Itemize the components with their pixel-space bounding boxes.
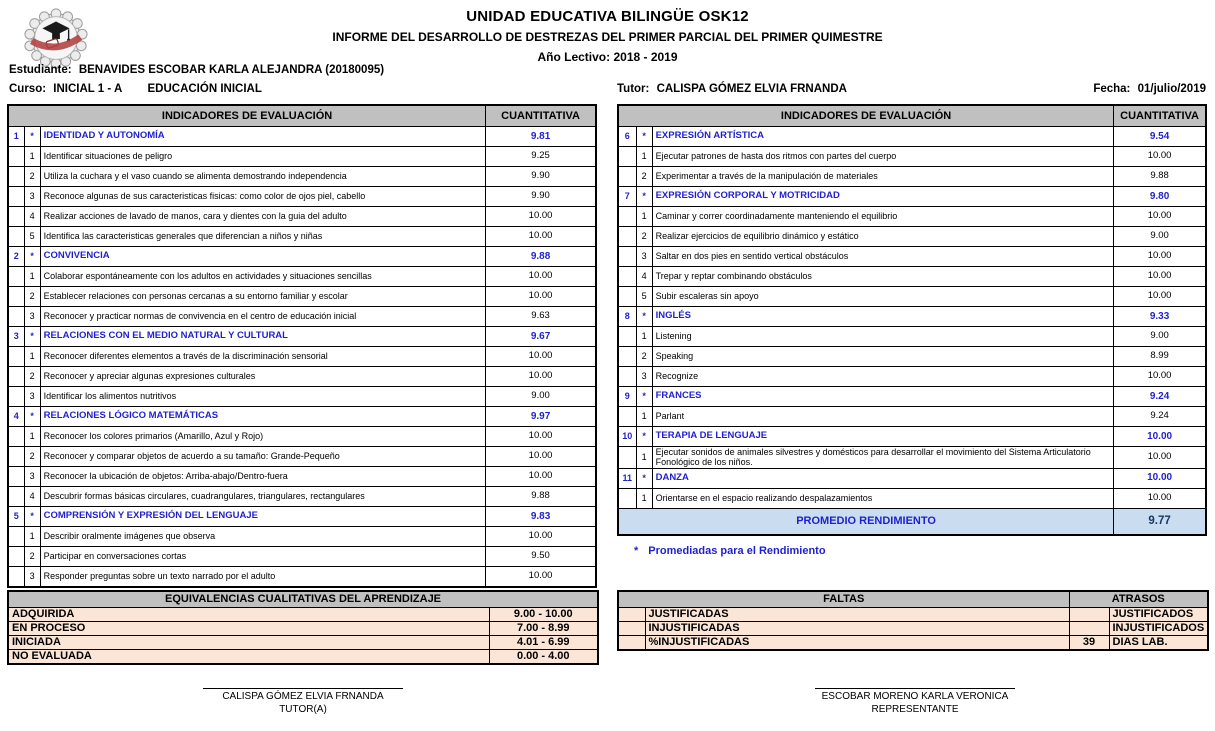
equivalencia-row: [8, 650, 598, 665]
section-score: 9.81: [486, 127, 596, 147]
empty-cell: [618, 447, 636, 469]
left-column: [7, 104, 597, 588]
section-title: COMPRENSIÓN Y EXPRESIÓN DEL LENGUAJE: [40, 507, 486, 527]
item-score: 10.00: [1114, 488, 1206, 508]
empty-cell: [618, 327, 636, 347]
empty-cell: [618, 247, 636, 267]
signature-representative: [755, 688, 1075, 715]
item-number: 2: [636, 167, 652, 187]
item-text: Utiliza la cuchara y el vaso cuando se alimenta demostrando independencia: [40, 167, 486, 187]
item-number: 3: [24, 387, 40, 407]
item-text: Parlant: [652, 407, 1114, 427]
item-score: 10.00: [486, 427, 596, 447]
section-number: 10: [618, 427, 636, 447]
faltas-label: INJUSTIFICADAS: [645, 622, 1069, 636]
faltas-atrasos-row: [618, 622, 1208, 636]
right-column: [617, 104, 1207, 557]
item-score: 10.00: [486, 287, 596, 307]
section-star: *: [24, 507, 40, 527]
item-score: 10.00: [1114, 287, 1206, 307]
item-text: Colaborar espontáneamente con los adultos en actividades y situaciones sencillas: [40, 267, 486, 287]
item-text: Speaking: [652, 347, 1114, 367]
signature-line: [815, 688, 1015, 689]
item-score: 10.00: [486, 347, 596, 367]
empty-cell: [8, 387, 24, 407]
faltas-label: %INJUSTIFICADAS: [645, 636, 1069, 651]
item-number: 2: [24, 167, 40, 187]
student-line: [9, 64, 384, 76]
item-score: 9.90: [486, 167, 596, 187]
indicator-row: [618, 367, 1206, 387]
promedio-score: 9.77: [1114, 508, 1206, 535]
item-score: 10.00: [1114, 207, 1206, 227]
empty-cell: [618, 488, 636, 508]
item-number: 2: [24, 447, 40, 467]
section-star: *: [636, 387, 652, 407]
equivalencia-range: 7.00 - 8.99: [489, 622, 598, 636]
report-title: INFORME DEL DESARROLLO DE DESTREZAS DEL PRIMER PARCIAL DEL PRIMER QUIMESTRE: [332, 30, 883, 44]
faltas-atrasos-block: [617, 590, 1209, 651]
indicator-row: [8, 187, 596, 207]
equivalencia-label: ADQUIRIDA: [8, 608, 489, 622]
item-number: 3: [24, 467, 40, 487]
item-text: Orientarse en el espacio realizando despalazamientos: [652, 488, 1114, 508]
item-number: 1: [636, 488, 652, 508]
score-header: CUANTITATIVA: [486, 105, 596, 127]
section-number: 6: [618, 127, 636, 147]
item-score: 9.00: [1114, 327, 1206, 347]
faltas-atrasos-row: [618, 636, 1208, 651]
indicator-row: [618, 488, 1206, 508]
item-number: 2: [24, 287, 40, 307]
section-row: [618, 127, 1206, 147]
indicator-row: [618, 347, 1206, 367]
item-text: Recognize: [652, 367, 1114, 387]
section-score: 10.00: [1114, 468, 1206, 488]
empty-cell: [618, 287, 636, 307]
equivalencia-row: [8, 636, 598, 650]
item-number: 3: [24, 567, 40, 588]
item-text: Realizar acciones de lavado de manos, cara y dientes con la guia del adulto: [40, 207, 486, 227]
equivalencias-block: [7, 590, 599, 665]
item-score: 10.00: [486, 267, 596, 287]
footnote-star: *: [634, 544, 639, 557]
atrasos-value: 39: [1069, 636, 1109, 651]
item-text: Reconocer y comparar objetos de acuerdo a su tamaño: Grande-Pequeño: [40, 447, 486, 467]
item-number: 3: [636, 247, 652, 267]
item-score: 9.00: [1114, 227, 1206, 247]
indicator-row: [618, 447, 1206, 469]
item-number: 1: [24, 267, 40, 287]
promedio-row: [618, 508, 1206, 535]
section-title: CONVIVENCIA: [40, 247, 486, 267]
item-score: 10.00: [486, 227, 596, 247]
section-title: TERAPIA DE LENGUAJE: [652, 427, 1114, 447]
item-score: 10.00: [1114, 147, 1206, 167]
section-score: 9.24: [1114, 387, 1206, 407]
item-number: 1: [636, 407, 652, 427]
course-line: [9, 83, 262, 95]
section-number: 2: [8, 247, 24, 267]
faltas-atrasos-table: [617, 590, 1209, 651]
empty-cell: [618, 367, 636, 387]
item-score: 9.50: [486, 547, 596, 567]
section-title: RELACIONES LÓGICO MATEMÁTICAS: [40, 407, 486, 427]
indicator-row: [618, 147, 1206, 167]
item-text: Reconocer y apreciar algunas expresiones culturales: [40, 367, 486, 387]
empty-cell: [618, 347, 636, 367]
section-score: 9.54: [1114, 127, 1206, 147]
table-header-row: [618, 591, 1208, 608]
section-title: DANZA: [652, 468, 1114, 488]
indicator-row: [8, 147, 596, 167]
indicators-table-right: [617, 104, 1207, 536]
item-score: 8.99: [1114, 347, 1206, 367]
item-number: 1: [24, 527, 40, 547]
section-row: [618, 427, 1206, 447]
footnote-text: Promediadas para el Rendimiento: [648, 544, 826, 557]
empty-cell: [8, 547, 24, 567]
student-label: Estudiante:: [9, 64, 72, 76]
item-score: 9.90: [486, 187, 596, 207]
empty-cell: [8, 187, 24, 207]
item-number: 1: [24, 427, 40, 447]
item-text: Descubrir formas básicas circulares, cuadrangulares, triangulares, rectangulares: [40, 487, 486, 507]
section-row: [8, 247, 596, 267]
section-star: *: [636, 307, 652, 327]
report-header: [0, 8, 1215, 64]
equivalencias-title: EQUIVALENCIAS CUALITATIVAS DEL APRENDIZAJE: [8, 591, 598, 608]
date-line: [1093, 83, 1206, 95]
indicator-row: [8, 487, 596, 507]
section-star: *: [24, 247, 40, 267]
empty-cell: [618, 227, 636, 247]
indicators-table-left: [7, 104, 597, 588]
item-number: 4: [24, 207, 40, 227]
item-score: 10.00: [1114, 367, 1206, 387]
section-score: 10.00: [1114, 427, 1206, 447]
section-title: EXPRESIÓN CORPORAL Y MOTRICIDAD: [652, 187, 1114, 207]
section-row: [618, 387, 1206, 407]
indicator-row: [8, 567, 596, 588]
empty-cell: [618, 207, 636, 227]
empty-cell: [618, 167, 636, 187]
section-title: FRANCES: [652, 387, 1114, 407]
section-title: RELACIONES CON EL MEDIO NATURAL Y CULTURAL: [40, 327, 486, 347]
section-title: IDENTIDAD Y AUTONOMÍA: [40, 127, 486, 147]
section-score: 9.83: [486, 507, 596, 527]
item-score: 9.88: [486, 487, 596, 507]
indicator-row: [618, 207, 1206, 227]
indicator-row: [618, 407, 1206, 427]
indicator-row: [8, 447, 596, 467]
section-number: 8: [618, 307, 636, 327]
item-text: Responder preguntas sobre un texto narrado por el adulto: [40, 567, 486, 588]
section-row: [8, 327, 596, 347]
promedio-label: PROMEDIO RENDIMIENTO: [618, 508, 1114, 535]
item-text: Ejecutar sonidos de animales silvestres y domésticos para desarrollar el movimiento del Sistema Articulatorio Fonológico de los niños.: [652, 447, 1114, 469]
section-number: 5: [8, 507, 24, 527]
item-number: 1: [636, 447, 652, 469]
item-text: Realizar ejercicios de equilibrio dinámico y estático: [652, 227, 1114, 247]
course-value: INICIAL 1 - A: [53, 83, 123, 95]
section-row: [8, 507, 596, 527]
section-number: 4: [8, 407, 24, 427]
section-row: [8, 127, 596, 147]
section-score: 9.97: [486, 407, 596, 427]
tutor-line: [617, 83, 847, 95]
section-number: 3: [8, 327, 24, 347]
score-header: CUANTITATIVA: [1114, 105, 1206, 127]
indicator-row: [8, 167, 596, 187]
section-star: *: [636, 187, 652, 207]
indicator-row: [618, 267, 1206, 287]
item-score: 9.25: [486, 147, 596, 167]
table-header-row: [618, 105, 1206, 127]
empty-cell: [8, 167, 24, 187]
item-text: Trepar y reptar combinando obstáculos: [652, 267, 1114, 287]
empty-cell: [8, 447, 24, 467]
equivalencia-label: INICIADA: [8, 636, 489, 650]
signature-name: CALISPA GÓMEZ ELVIA FRNANDA: [222, 691, 384, 702]
empty-cell: [8, 147, 24, 167]
equivalencias-table: [7, 590, 599, 665]
indicator-row: [8, 227, 596, 247]
indicator-row: [8, 387, 596, 407]
date-label: Fecha:: [1093, 83, 1131, 95]
indicator-row: [8, 467, 596, 487]
empty-cell: [618, 267, 636, 287]
indicator-row: [8, 307, 596, 327]
empty-cell: [8, 287, 24, 307]
indicator-row: [8, 207, 596, 227]
section-star: *: [636, 127, 652, 147]
item-number: 2: [636, 227, 652, 247]
indicator-row: [618, 167, 1206, 187]
empty-cell: [8, 347, 24, 367]
student-value: BENAVIDES ESCOBAR KARLA ALEJANDRA (20180095): [78, 64, 385, 76]
item-text: Reconocer los colores primarios (Amarillo, Azul y Rojo): [40, 427, 486, 447]
indicator-row: [8, 527, 596, 547]
item-number: 4: [636, 267, 652, 287]
item-text: Identificar situaciones de peligro: [40, 147, 486, 167]
faltas-atrasos-row: [618, 608, 1208, 622]
empty-cell: [618, 147, 636, 167]
faltas-value: [618, 608, 645, 622]
school-year: Año Lectivo: 2018 - 2019: [537, 50, 678, 64]
item-text: Reconocer la ubicación de objetos: Arriba-abajo/Dentro-fuera: [40, 467, 486, 487]
item-score: 10.00: [486, 207, 596, 227]
item-number: 3: [636, 367, 652, 387]
item-number: 2: [24, 367, 40, 387]
section-row: [8, 407, 596, 427]
item-number: 5: [636, 287, 652, 307]
item-text: Reconoce algunas de sus caracteristicas fisicas: como color de ojos piel, cabello: [40, 187, 486, 207]
empty-cell: [8, 487, 24, 507]
tutor-label: Tutor:: [617, 83, 650, 95]
item-text: Reconocer diferentes elementos a través de la discriminación sensorial: [40, 347, 486, 367]
section-star: *: [636, 468, 652, 488]
item-number: 5: [24, 227, 40, 247]
item-score: 10.00: [1114, 447, 1206, 469]
item-score: 9.88: [1114, 167, 1206, 187]
equivalencia-row: [8, 622, 598, 636]
item-score: 10.00: [486, 447, 596, 467]
item-score: 10.00: [486, 567, 596, 588]
item-number: 1: [636, 207, 652, 227]
indicator-row: [8, 427, 596, 447]
indicator-row: [618, 327, 1206, 347]
empty-cell: [8, 367, 24, 387]
empty-cell: [8, 207, 24, 227]
atrasos-label: INJUSTIFICADOS: [1109, 622, 1208, 636]
course-label: Curso:: [9, 83, 47, 95]
section-score: 9.67: [486, 327, 596, 347]
item-text: Describir oralmente imágenes que observa: [40, 527, 486, 547]
item-number: 1: [636, 327, 652, 347]
section-title: INGLÉS: [652, 307, 1114, 327]
signature-line: [203, 688, 403, 689]
section-star: *: [24, 327, 40, 347]
item-text: Ejecutar patrones de hasta dos ritmos con partes del cuerpo: [652, 147, 1114, 167]
equivalencia-label: NO EVALUADA: [8, 650, 489, 665]
item-number: 1: [636, 147, 652, 167]
item-number: 1: [24, 147, 40, 167]
item-score: 10.00: [1114, 247, 1206, 267]
item-score: 9.24: [1114, 407, 1206, 427]
item-text: Reconocer y practicar normas de convivencia en el centro de educación inicial: [40, 307, 486, 327]
item-score: 10.00: [1114, 267, 1206, 287]
section-row: [618, 187, 1206, 207]
empty-cell: [8, 267, 24, 287]
empty-cell: [8, 567, 24, 588]
item-text: Establecer relaciones con personas cercanas a su entorno familiar y escolar: [40, 287, 486, 307]
item-text: Caminar y correr coordinadamente manteniendo el equilibrio: [652, 207, 1114, 227]
item-text: Identificar los alimentos nutritivos: [40, 387, 486, 407]
item-text: Subir escaleras sin apoyo: [652, 287, 1114, 307]
section-number: 1: [8, 127, 24, 147]
atrasos-label: JUSTIFICADOS: [1109, 608, 1208, 622]
item-score: 9.63: [486, 307, 596, 327]
indicator-row: [618, 227, 1206, 247]
indicator-row: [618, 287, 1206, 307]
equivalencia-label: EN PROCESO: [8, 622, 489, 636]
program-value: EDUCACIÓN INICIAL: [147, 83, 262, 95]
indicator-row: [8, 347, 596, 367]
item-score: 10.00: [486, 467, 596, 487]
item-text: Listening: [652, 327, 1114, 347]
section-star: *: [24, 407, 40, 427]
section-number: 9: [618, 387, 636, 407]
faltas-value: [618, 636, 645, 651]
signature-tutor: [143, 688, 463, 715]
section-title: EXPRESIÓN ARTÍSTICA: [652, 127, 1114, 147]
indicator-row: [8, 267, 596, 287]
empty-cell: [8, 427, 24, 447]
section-star: *: [636, 427, 652, 447]
item-number: 2: [636, 347, 652, 367]
indicator-row: [8, 287, 596, 307]
empty-cell: [618, 407, 636, 427]
item-number: 3: [24, 307, 40, 327]
table-header-row: [8, 591, 598, 608]
section-star: *: [24, 127, 40, 147]
atrasos-value: [1069, 622, 1109, 636]
atrasos-value: [1069, 608, 1109, 622]
tutor-value: CALISPA GÓMEZ ELVIA FRNANDA: [656, 83, 847, 95]
indicator-row: [8, 367, 596, 387]
section-score: 9.80: [1114, 187, 1206, 207]
item-score: 10.00: [486, 527, 596, 547]
equivalencia-row: [8, 608, 598, 622]
section-number: 11: [618, 468, 636, 488]
faltas-value: [618, 622, 645, 636]
item-score: 9.00: [486, 387, 596, 407]
atrasos-title: ATRASOS: [1069, 591, 1208, 608]
section-score: 9.88: [486, 247, 596, 267]
item-text: Participar en conversaciones cortas: [40, 547, 486, 567]
item-score: 10.00: [486, 367, 596, 387]
footnote: [634, 545, 1207, 557]
faltas-title: FALTAS: [618, 591, 1069, 608]
item-number: 4: [24, 487, 40, 507]
item-text: Identifica las caracteristicas generales que diferencian a niños y niñas: [40, 227, 486, 247]
signature-role: REPRESENTANTE: [871, 704, 959, 715]
section-row: [618, 468, 1206, 488]
section-row: [618, 307, 1206, 327]
item-number: 3: [24, 187, 40, 207]
indicators-header: INDICADORES DE EVALUACIÓN: [618, 105, 1114, 127]
equivalencia-range: 0.00 - 4.00: [489, 650, 598, 665]
signature-name: ESCOBAR MORENO KARLA VERONICA: [821, 691, 1009, 702]
faltas-label: JUSTIFICADAS: [645, 608, 1069, 622]
equivalencia-range: 9.00 - 10.00: [489, 608, 598, 622]
empty-cell: [8, 527, 24, 547]
atrasos-label: DIAS LAB.: [1109, 636, 1208, 651]
indicator-row: [618, 247, 1206, 267]
school-name: UNIDAD EDUCATIVA BILINGÜE OSK12: [466, 8, 749, 25]
empty-cell: [8, 227, 24, 247]
indicators-header: INDICADORES DE EVALUACIÓN: [8, 105, 486, 127]
item-text: Saltar en dos pies en sentido vertical obstáculos: [652, 247, 1114, 267]
table-header-row: [8, 105, 596, 127]
empty-cell: [8, 467, 24, 487]
item-number: 2: [24, 547, 40, 567]
section-score: 9.33: [1114, 307, 1206, 327]
empty-cell: [8, 307, 24, 327]
equivalencia-range: 4.01 - 6.99: [489, 636, 598, 650]
section-number: 7: [618, 187, 636, 207]
item-text: Experimentar a través de la manipulación de materiales: [652, 167, 1114, 187]
date-value: 01/julio/2019: [1137, 83, 1206, 95]
signature-role: TUTOR(A): [279, 704, 327, 715]
indicator-row: [8, 547, 596, 567]
item-number: 1: [24, 347, 40, 367]
